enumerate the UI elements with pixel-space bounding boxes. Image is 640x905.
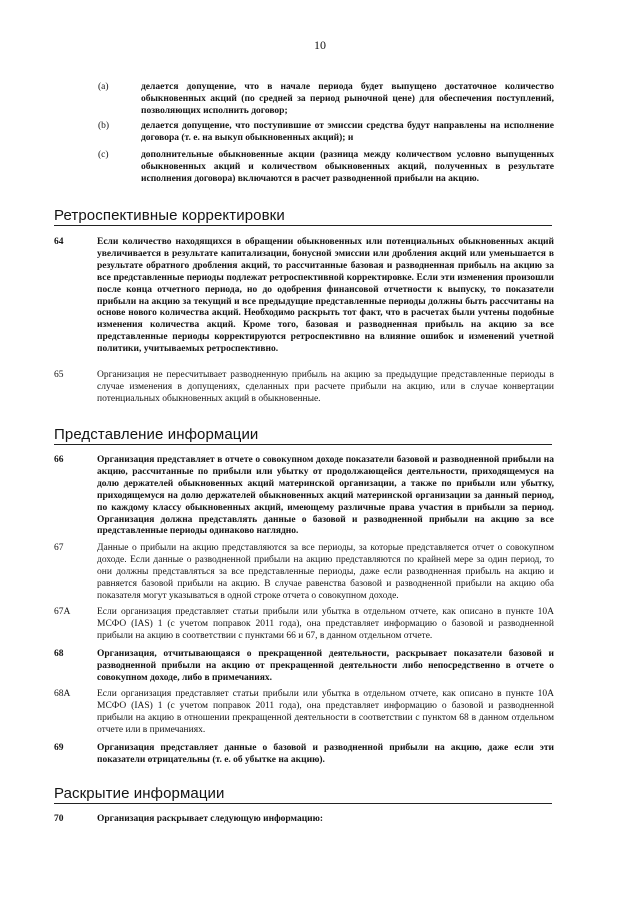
paragraph-65: Организация не пересчитывает разводненную прибыль на акцию за предыдущие представленные периоды в случае изменения в допущениях, сделанных при расчете прибыли на акцию, или в случае конвертации потенциальных обыкновенных акций в обыкновенные. bbox=[97, 370, 554, 404]
page-number: 10 bbox=[314, 38, 326, 52]
list-item-label-c: (c) bbox=[98, 150, 109, 160]
section-heading-retrospective: Ретроспективные корректировки bbox=[54, 207, 285, 224]
paragraph-number: 68А bbox=[54, 689, 71, 699]
section-heading-presentation: Представление информации bbox=[54, 426, 259, 443]
paragraph-number: 66 bbox=[54, 455, 64, 465]
paragraph-64: Если количество находящихся в обращении обыкновенных или потенциальных обыкновенных акций увеличивается в результате капитализации, бонусной эмиссии или дробления акций или уменьшается в результате обратного дробления акций, то рассчитанные базовая и разводненная прибыль на акцию за все представленные периоды подлежат ретроспективной корректировке. Если эти изменения произошли после конца отчетного периода, но до одобрения финансовой отчетности к выпуску, то показатели прибыли на акцию за текущий и все предыдущие представленные периоды должны быть рассчитаны на основе нового количества акций. Необходимо раскрыть тот факт, что в расчетах были учтены подобные изменения количества акций. Кроме того, базовая и разводненная прибыль на акцию за все представленные периоды корректируются ретроспективно на влияние ошибок и изменений учетной политики, учитываемых ретроспективно. bbox=[97, 237, 554, 355]
paragraph-number: 68 bbox=[54, 649, 64, 659]
paragraph-67: Данные о прибыли на акцию представляются за все периоды, за которые представляется отчет о совокупном доходе. Если данные о разводненной прибыли на акцию представляются по крайней мере за один период, то они должны представляться за все представленные периоды, даже если разводненная прибыль на акцию и равняется базовой прибыли на акцию. В случае равенства базовой и разводненной прибыли на акцию оба показателя могут указываться в одной строке отчета о совокупном доходе. bbox=[97, 543, 554, 601]
paragraph-number: 67 bbox=[54, 543, 64, 553]
section-divider bbox=[54, 803, 552, 804]
paragraph-number: 67А bbox=[54, 607, 71, 617]
section-divider bbox=[54, 444, 552, 445]
paragraph-number: 70 bbox=[54, 814, 64, 824]
paragraph-67a: Если организация представляет статьи прибыли или убытка в отдельном отчете, как описано в пункте 10А МСФО (IAS) 1 (с учетом поправок 2011 года), она представляет информацию о базовой и разводненной прибыли на акцию в соответствии с пунктами 66 и 67, в данном отдельном отчете. bbox=[97, 607, 554, 641]
list-item-a: делается допущение, что в начале периода будет выпущено достаточное количество обыкновенных акций (по средней за период рыночной цене) для обеспечения поступлений, позволяющих исполнить договор; bbox=[141, 82, 554, 116]
paragraph-66: Организация представляет в отчете о совокупном доходе показатели базовой и разводненной прибыли на акцию, рассчитанные по прибыли или убытку от продолжающейся деятельности, приходящемуся на долю держателей обыкновенных акций материнской организации, а также по прибыли или убытку, приходящемуся на долю держателей обыкновенных акций материнской организации за данный период, по каждому классу обыкновенных акций, имеющему различные права участия в прибыли за период. Организация должна представлять данные о базовой и разводненной прибыли на акцию за все представленные периоды одинаково наглядно. bbox=[97, 455, 554, 537]
section-heading-disclosure: Раскрытие информации bbox=[54, 785, 225, 802]
paragraph-70: Организация раскрывает следующую информацию: bbox=[97, 814, 324, 824]
list-item-c: дополнительные обыкновенные акции (разница между количеством условно выпущенных обыкновенных акций и количеством обыкновенных акций, полученных в результате исполнения договора) включаются в расчет разводненной прибыли на акцию. bbox=[141, 150, 554, 184]
paragraph-68a: Если организация представляет статьи прибыли или убытка в отдельном отчете, как описано в пункте 10А МСФО (IAS) 1 (с учетом поправок 2011 года), она представляет информацию о базовой и разводненной прибыли на акцию в отношении прекращенной деятельности в соответствии с пунктом 68 в данном отдельном отчете или в примечаниях. bbox=[97, 689, 554, 735]
list-item-b: делается допущение, что поступившие от эмиссии средства будут направлены на исполнение договора (т. е. на выкуп обыкновенных акций); и bbox=[141, 121, 554, 143]
section-divider bbox=[54, 225, 552, 226]
paragraph-69: Организация представляет данные о базовой и разводненной прибыли на акцию, даже если эти показатели отрицательны (т. е. об убытке на акцию). bbox=[97, 743, 554, 765]
paragraph-number: 65 bbox=[54, 370, 64, 380]
list-item-label-b: (b) bbox=[98, 121, 110, 131]
paragraph-number: 64 bbox=[54, 237, 64, 247]
paragraph-68: Организация, отчитывающаяся о прекращенной деятельности, раскрывает показатели базовой и разводненной прибыли на акцию от прекращенной деятельности либо непосредственно в отчете о совокупном доходе, либо в примечаниях. bbox=[97, 649, 554, 683]
paragraph-number: 69 bbox=[54, 743, 64, 753]
list-item-label-a: (a) bbox=[98, 82, 109, 92]
